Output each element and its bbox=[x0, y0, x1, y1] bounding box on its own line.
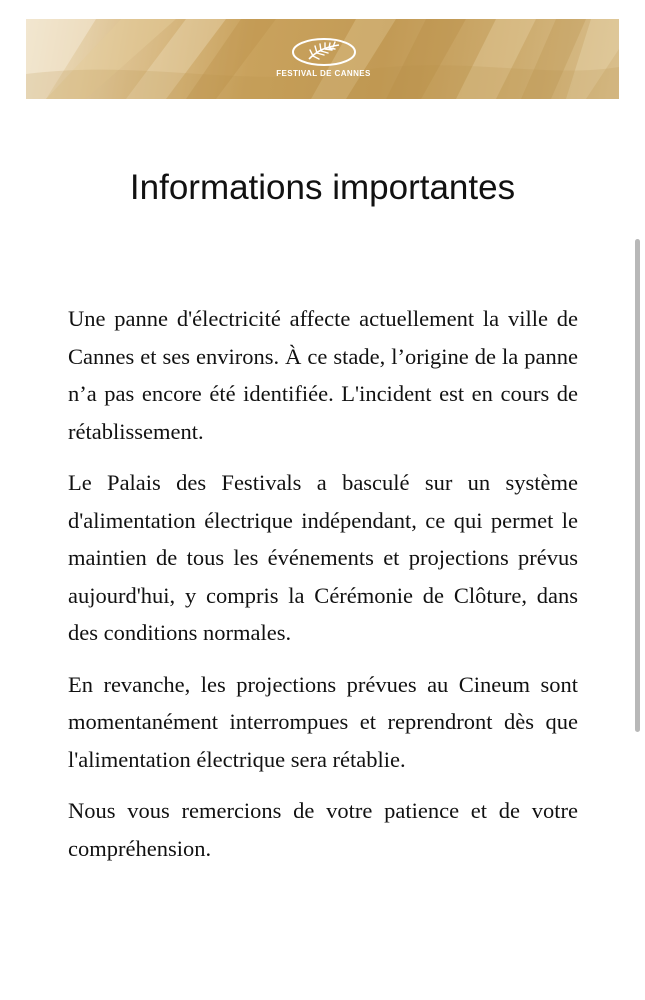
article-body bbox=[68, 300, 578, 881]
festival-logo[interactable] bbox=[266, 37, 381, 87]
paragraph-thanks: Nous vous remercions de votre patience et de votre compréhension. bbox=[68, 798, 578, 861]
paragraph-power-outage: Une panne d'électricité affecte actuellement la ville de Cannes et ses environs. À ce stade, l’origine de la panne n’a pas encore été identifiée. L'incident est en cours de rétablissement. bbox=[68, 306, 578, 444]
logo-text: FESTIVAL DE CANNES bbox=[276, 69, 371, 78]
palm-icon bbox=[291, 37, 357, 67]
page-title: Informations importantes bbox=[129, 168, 516, 207]
scrollbar[interactable] bbox=[635, 239, 640, 732]
paragraph-cineum: En revanche, les projections prévues au Cineum sont momentanément interrompues et reprendront dès que l'alimentation électrique sera rétablie. bbox=[68, 671, 578, 772]
paragraph-palais-backup: Le Palais des Festivals a basculé sur un système d'alimentation électrique indépendant, ce qui permet le maintien de tous les événements et projections prévus aujourd'hui, y compris la Cérémonie de Clôture, dans des conditions normales. bbox=[68, 470, 578, 645]
header-banner bbox=[26, 19, 619, 99]
